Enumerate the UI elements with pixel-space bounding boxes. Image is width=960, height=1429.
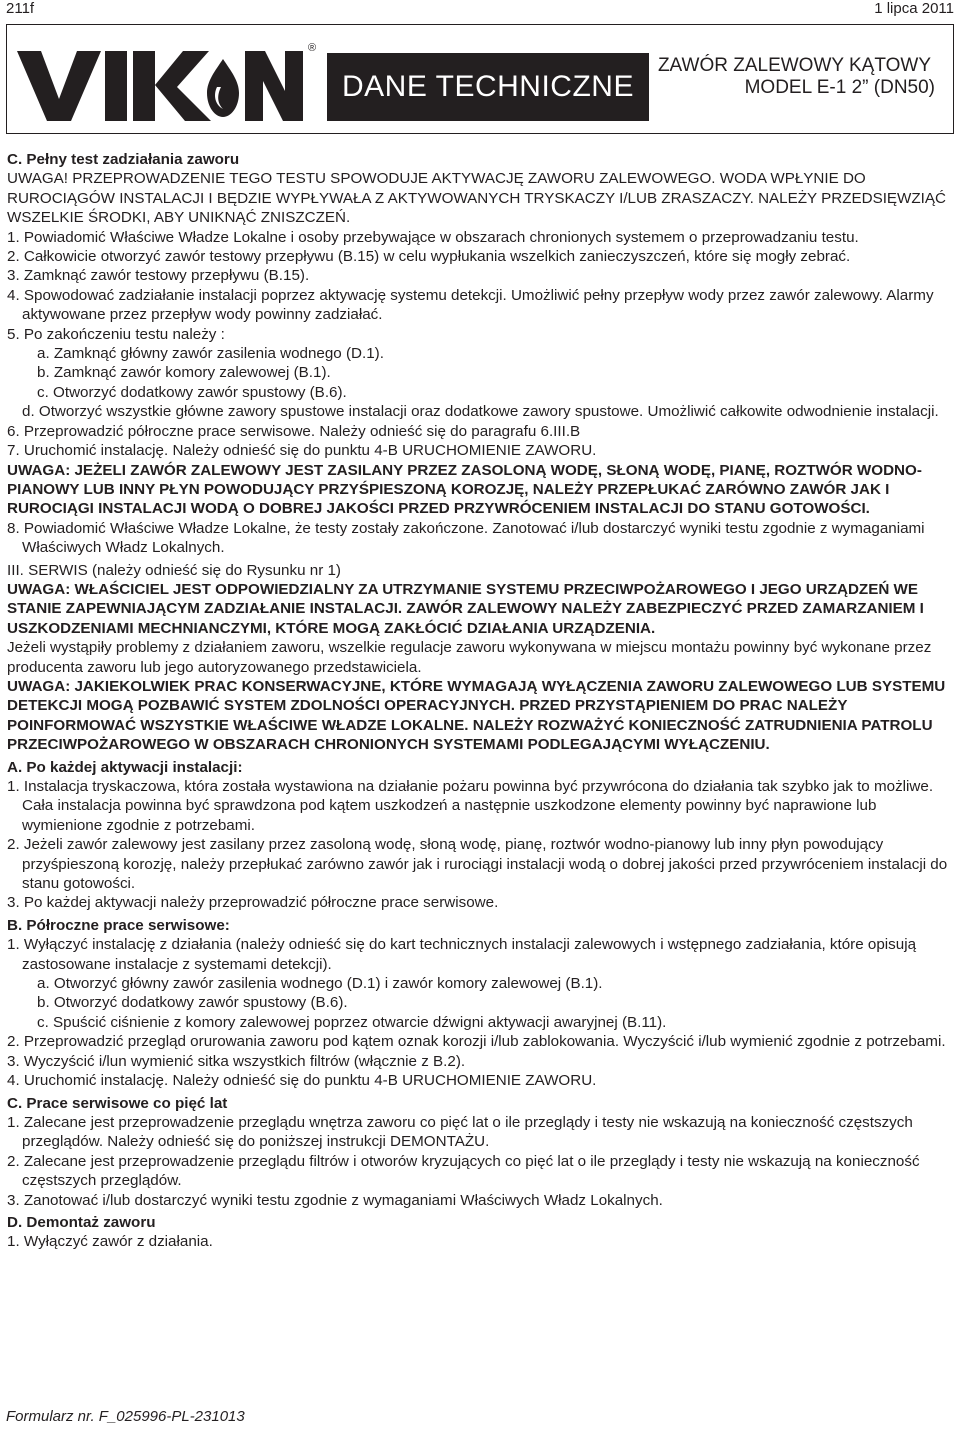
- paragraph: 8. Powiadomić Właściwe Władze Lokalne, że testy zostały zakończone. Zanotować i/lub dostarczyć wyniki testu zgodnie z wymaganiami Właściwych Władz Lokalnych.: [7, 519, 925, 557]
- paragraph: 2. Całkowicie otworzyć zawór testowy przepływu (B.15) w celu wypłukania wszelkich zanieczyszczeń, które się mogły zebrać.: [7, 248, 851, 266]
- paragraph: b. Otworzyć dodatkowy zawór spustowy (B.6).: [37, 994, 348, 1012]
- paragraph: 1. Wyłączyć instalację z działania (należy odnieść się do kart technicznych instalacji zalewowych i wstępnego zadziałania, które opisują zastosowane instalacje z systemami detekcji).: [7, 936, 917, 973]
- paragraph: 3. Po każdej aktywacji należy przeprowadzić półroczne prace serwisowe.: [7, 894, 499, 912]
- paragraph: D. Demontaż zaworu: [7, 1213, 156, 1231]
- paragraph: a. Zamknąć główny zawór zasilenia wodnego (D.1).: [37, 345, 384, 363]
- paragraph: c. Otworzyć dodatkowy zawór spustowy (B.6).: [37, 383, 347, 401]
- paragraph: 3. Zanotować i/lub dostarczyć wyniki testu zgodnie z wymaganiami Właściwych Władz Lokalnych.: [7, 1191, 663, 1209]
- doc-type-banner: DANE TECHNICZNE: [327, 53, 649, 121]
- paragraph: C. Pełny test zadziałania zaworu: [7, 151, 240, 168]
- paragraph: 4. Uruchomić instalację. Należy odnieść się do punktu 4-B URUCHOMIENIE ZAWORU.: [7, 1072, 597, 1090]
- page-meta: [6, 0, 954, 18]
- doc-number: 211f: [6, 0, 35, 17]
- paragraph: A. Po każdej aktywacji instalacji:: [7, 758, 243, 776]
- form-number: Formularz nr. F_025996-PL-231013: [6, 1408, 245, 1425]
- paragraph: 4. Spowodować zadziałanie instalacji poprzez aktywację systemu detekcji. Umożliwić pełny przepływ wody przez zawór zalewowy. Alarmy aktywowane przez przepływ wody powinny zadziałać.: [7, 286, 934, 324]
- paragraph: 2. Jeżeli zawór zalewowy jest zasilany przez zasoloną wodę, słoną wodę, pianę, roztwór wodno-pianowy lub inny płyn powodujący przyśpieszoną korozję, należy przepłukać zarówno zawór jak i rurociągi instalacji wodą o dobrej jakości przed przywróceniem instalacji do stanu gotowości.: [7, 836, 948, 893]
- paragraph: 1. Instalacja tryskaczowa, która została wystawiona na działanie pożaru powinna być przywrócona do działania tak szybko jak to możliwe. Cała instalacja powinna być sprawdzona pod kątem uszkodzeń a następnie uszkodzone elementy powinny być naprawione lub wymienione zgodnie z potrzebami.: [7, 778, 934, 834]
- product-title-line1: ZAWÓR ZALEWOWY KĄTOWY: [657, 55, 931, 76]
- paragraph: 1. Zalecane jest przeprowadzenie przeglądu wnętrza zaworu co pięć lat o ile przeglądy i testy nie wskazują na konieczność częstszych przeglądów. Należy odnieść się do poniższej instrukcji DEMONTAŻU.: [7, 1113, 913, 1151]
- paragraph: b. Zamknąć zawór komory zalewowej (B.1).: [37, 364, 331, 382]
- viking-logo: [17, 37, 322, 123]
- paragraph: 2. Zalecane jest przeprowadzenie przeglądu filtrów i otworów kryzujących co pięć lat o ile przeglądy i testy nie wskazują na konieczność częstszych przeglądów.: [7, 1152, 920, 1190]
- paragraph: UWAGA! PRZEPROWADZENIE TEGO TESTU SPOWODUJE AKTYWACJĘ ZAWORU ZALEWOWEGO. WODA WPŁYNIE DO RUROCIĄGÓW INSTALACJI I BĘDZIE WYPŁYWAŁA Z AKTYWOWANYCH TRYSKACZY I/LUB ZRASZACZY. NALEŻY PRZEDSIĘWZIĄĆ WSZELKIE ŚRODKI, ABY UNIKNĄĆ ZNISZCZEŃ.: [7, 170, 946, 227]
- paragraph: 1. Wyłączyć zawór z działania.: [7, 1233, 213, 1251]
- document-body: [7, 147, 955, 1252]
- paragraph: 7. Uruchomić instalację. Należy odnieść się do punktu 4-B URUCHOMIENIE ZAWORU.: [7, 442, 597, 460]
- paragraph: Jeżeli wystąpiły problemy z działaniem zaworu, wszelkie regulacje zaworu wykonywana w miejscu montażu powinny być wykonane przez producenta zaworu lub jego autoryzowanego przedstawiciela.: [7, 639, 932, 676]
- paragraph: 5. Po zakończeniu testu należy :: [7, 325, 225, 343]
- product-title-line2: MODEL E-1 2” (DN50): [744, 77, 935, 98]
- document-header: [6, 24, 954, 134]
- paragraph: 1. Powiadomić Właściwe Władze Lokalne i osoby przebywające w obszarach chronionych systemem o przeprowadzaniu testu.: [7, 228, 859, 246]
- doc-date: 1 lipca 2011: [874, 0, 954, 17]
- paragraph: UWAGA: WŁAŚCICIEL JEST ODPOWIEDZIALNY ZA UTRZYMANIE SYSTEMU PRZECIWPOŻAROWEGO I JEGO URZĄDZEŃ WE STANIE ZAPEWNIAJĄCYM ZADZIAŁANIE INSTALACJI. ZAWÓR ZALEWOWY NALEŻY ZABEZPIECZYĆ PRZED ZAMARZANIEM I USZKODZENIAMI MECHNIANCZYMI, KTÓRE MOGĄ ZAKŁÓCIĆ DZIAŁANIA URZĄDZENIA.: [7, 580, 924, 637]
- paragraph: UWAGA: JAKIEKOLWIEK PRAC KONSERWACYJNE, KTÓRE WYMAGAJĄ WYŁĄCZENIA ZAWORU ZALEWOWEGO LUB SYSTEMU DETEKCJI MOGĄ POZBAWIĆ SYSTEM ZDOLNOŚCI OPERACYJNYCH. PRZED PRZYSTĄPIENIEM DO PRAC NALEŻY POINFORMOWAĆ WSZYSTKIE WŁAŚCIWE WŁADZE LOKALNE. NALEŻY ROZWAŻYĆ KONIECZNOŚĆ ZATRUDNIENIA PATROLU PRZECIWPOŻAROWEGO W OBSZARACH CHRONIONYCH SYSTEMAMI PODLEGAJĄCYMI WYŁĄCZENIU.: [7, 677, 946, 754]
- paragraph: 3. Zamknąć zawór testowy przepływu (B.15).: [7, 267, 310, 285]
- paragraph: B. Półroczne prace serwisowe:: [7, 916, 230, 934]
- paragraph: a. Otworzyć główny zawór zasilenia wodnego (D.1) i zawór komory zalewowej (B.1).: [37, 975, 603, 993]
- paragraph: C. Prace serwisowe co pięć lat: [7, 1094, 228, 1112]
- paragraph: 3. Wyczyścić i/lun wymienić sitka wszystkich filtrów (włącznie z B.2).: [7, 1052, 466, 1070]
- paragraph: 6. Przeprowadzić półroczne prace serwisowe. Należy odnieść się do paragrafu 6.III.B: [7, 422, 581, 440]
- paragraph: d. Otworzyć wszystkie główne zawory spustowe instalacji oraz dodatkowe zawory spustowe. Umożliwić całkowite odwodnienie instalacji.: [22, 403, 939, 421]
- product-title: [657, 55, 947, 99]
- paragraph: III. SERWIS (należy odnieść się do Rysunku nr 1): [7, 561, 341, 579]
- svg-text:®: ®: [308, 42, 317, 54]
- paragraph: c. Spuścić ciśnienie z komory zalewowej poprzez otwarcie dźwigni aktywacji awaryjnej (B.11).: [37, 1013, 667, 1031]
- paragraph: 2. Przeprowadzić przegląd orurowania zaworu pod kątem oznak korozji i/lub zablokowania. Wyczyścić i/lub wymienić zgodnie z potrzebami.: [7, 1033, 946, 1051]
- paragraph: UWAGA: JEŻELI ZAWÓR ZALEWOWY JEST ZASILANY PRZEZ ZASOLONĄ WODĘ, SŁONĄ WODĘ, PIANĘ, ROZTWÓR WODNO-PIANOWY LUB INNY PŁYN POWODUJĄCY PRZYŚPIESZONĄ KOROZJĘ, NALEŻY PRZEPŁUKAĆ ZARÓWNO ZAWÓR JAK I RUROCIĄGI INSTALACJI WODĄ O DOBREJ JAKOŚCI PRZED PRZYWRÓCENIEM INSTALACJI DO STANU GOTOWOŚCI.: [7, 461, 922, 518]
